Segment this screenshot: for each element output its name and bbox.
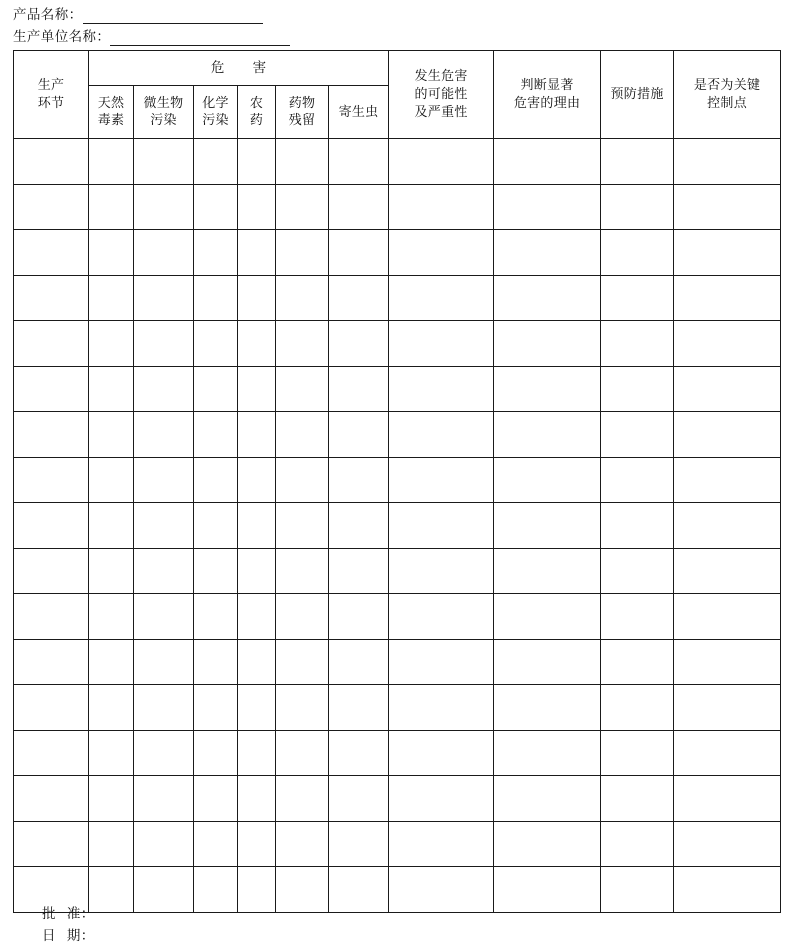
table-cell[interactable] xyxy=(674,594,781,640)
table-cell[interactable] xyxy=(601,867,674,913)
table-cell[interactable] xyxy=(194,594,238,640)
column-header-pesticide xyxy=(238,86,276,139)
table-cell[interactable] xyxy=(494,139,601,185)
form-header-fields xyxy=(13,3,613,47)
table-cell[interactable] xyxy=(329,776,389,822)
approval-row xyxy=(42,903,95,925)
table-cell[interactable] xyxy=(89,230,134,276)
reason-line2: 危害的理由 xyxy=(513,95,581,111)
table-row xyxy=(14,366,781,412)
table-cell[interactable] xyxy=(194,230,238,276)
table-cell[interactable] xyxy=(89,366,134,412)
table-cell[interactable] xyxy=(134,639,194,685)
table-cell[interactable] xyxy=(194,821,238,867)
table-cell[interactable] xyxy=(194,548,238,594)
table-cell[interactable] xyxy=(601,184,674,230)
table-cell[interactable] xyxy=(89,730,134,776)
table-row xyxy=(14,275,781,321)
table-cell[interactable] xyxy=(134,776,194,822)
likelihood-line1: 发生危害 xyxy=(414,68,468,84)
table-cell[interactable] xyxy=(389,594,494,640)
table-cell[interactable] xyxy=(674,503,781,549)
table-row xyxy=(14,457,781,503)
table-cell[interactable] xyxy=(329,730,389,776)
table-cell[interactable] xyxy=(194,321,238,367)
table-cell[interactable] xyxy=(238,275,276,321)
table-cell[interactable] xyxy=(389,412,494,458)
table-cell[interactable] xyxy=(276,776,329,822)
table-cell[interactable] xyxy=(238,321,276,367)
table-cell[interactable] xyxy=(329,230,389,276)
column-header-critical-control-point xyxy=(674,51,781,139)
table-cell[interactable] xyxy=(134,412,194,458)
approval-label-b: 准： xyxy=(66,906,95,922)
table-cell[interactable] xyxy=(194,776,238,822)
table-cell[interactable] xyxy=(389,366,494,412)
table-row xyxy=(14,230,781,276)
table-cell[interactable] xyxy=(494,503,601,549)
table-cell[interactable] xyxy=(494,776,601,822)
table-cell[interactable] xyxy=(89,776,134,822)
table-cell[interactable] xyxy=(194,139,238,185)
column-header-drug-residue xyxy=(276,86,329,139)
date-row xyxy=(42,925,95,947)
table-cell[interactable] xyxy=(276,366,329,412)
table-cell[interactable] xyxy=(674,867,781,913)
table-cell[interactable] xyxy=(89,594,134,640)
table-cell[interactable] xyxy=(276,685,329,731)
table-cell[interactable] xyxy=(389,139,494,185)
table-cell[interactable] xyxy=(14,139,89,185)
table-cell[interactable] xyxy=(14,821,89,867)
table-cell[interactable] xyxy=(14,730,89,776)
column-header-significance-reason xyxy=(494,51,601,139)
table-cell[interactable] xyxy=(14,457,89,503)
table-cell[interactable] xyxy=(601,275,674,321)
table-cell[interactable] xyxy=(238,457,276,503)
table-cell[interactable] xyxy=(89,685,134,731)
table-cell[interactable] xyxy=(601,548,674,594)
table-cell[interactable] xyxy=(134,139,194,185)
table-cell[interactable] xyxy=(14,548,89,594)
table-cell[interactable] xyxy=(238,639,276,685)
table-cell[interactable] xyxy=(134,867,194,913)
table-cell[interactable] xyxy=(14,412,89,458)
table-cell[interactable] xyxy=(329,639,389,685)
table-cell[interactable] xyxy=(494,230,601,276)
table-cell[interactable] xyxy=(134,730,194,776)
table-cell[interactable] xyxy=(601,776,674,822)
table-cell[interactable] xyxy=(14,230,89,276)
ccp-line2: 控制点 xyxy=(707,95,748,111)
table-cell[interactable] xyxy=(601,685,674,731)
approval-label-a: 批 xyxy=(42,906,56,922)
table-cell[interactable] xyxy=(194,867,238,913)
table-cell[interactable] xyxy=(194,639,238,685)
table-cell[interactable] xyxy=(674,730,781,776)
date-label-a: 日 xyxy=(42,928,56,944)
table-cell[interactable] xyxy=(14,503,89,549)
table-cell[interactable] xyxy=(194,730,238,776)
table-cell[interactable] xyxy=(601,821,674,867)
table-cell[interactable] xyxy=(14,366,89,412)
table-cell[interactable] xyxy=(329,503,389,549)
table-cell[interactable] xyxy=(134,503,194,549)
table-row xyxy=(14,184,781,230)
table-cell[interactable] xyxy=(494,184,601,230)
table-cell[interactable] xyxy=(389,776,494,822)
table-cell[interactable] xyxy=(14,639,89,685)
table-cell[interactable] xyxy=(494,412,601,458)
table-cell[interactable] xyxy=(389,730,494,776)
chemical-line1: 化学 xyxy=(202,96,229,111)
table-cell[interactable] xyxy=(494,730,601,776)
table-cell[interactable] xyxy=(389,230,494,276)
microbial-line1: 微生物 xyxy=(143,96,184,111)
table-cell[interactable] xyxy=(329,457,389,503)
column-header-parasite xyxy=(329,86,389,139)
table-cell[interactable] xyxy=(494,275,601,321)
table-cell[interactable] xyxy=(329,548,389,594)
table-cell[interactable] xyxy=(674,821,781,867)
table-cell[interactable] xyxy=(494,548,601,594)
table-cell[interactable] xyxy=(238,366,276,412)
table-cell[interactable] xyxy=(494,821,601,867)
table-cell[interactable] xyxy=(389,685,494,731)
table-cell[interactable] xyxy=(494,321,601,367)
table-cell[interactable] xyxy=(329,275,389,321)
table-body xyxy=(14,139,781,913)
column-header-preventive-measures xyxy=(601,51,674,139)
table-row xyxy=(14,321,781,367)
table-cell[interactable] xyxy=(14,685,89,731)
producer-name-field-row xyxy=(13,25,613,46)
table-cell[interactable] xyxy=(329,139,389,185)
table-cell[interactable] xyxy=(329,321,389,367)
parasite-line1: 寄生虫 xyxy=(338,104,379,120)
table-cell[interactable] xyxy=(276,639,329,685)
hazard-analysis-table xyxy=(13,50,781,913)
producer-name-input[interactable] xyxy=(110,30,290,46)
table-cell[interactable] xyxy=(601,230,674,276)
table-cell[interactable] xyxy=(89,275,134,321)
table-cell[interactable] xyxy=(674,275,781,321)
table-cell[interactable] xyxy=(134,275,194,321)
table-cell[interactable] xyxy=(276,457,329,503)
table-cell[interactable] xyxy=(14,594,89,640)
ccp-line1: 是否为关键 xyxy=(693,77,761,93)
table-cell[interactable] xyxy=(194,685,238,731)
table-cell[interactable] xyxy=(238,730,276,776)
product-name-label: 产品名称： xyxy=(13,7,83,23)
table-cell[interactable] xyxy=(238,776,276,822)
table-cell[interactable] xyxy=(601,457,674,503)
table-cell[interactable] xyxy=(389,867,494,913)
pesticide-line2: 药 xyxy=(249,113,264,128)
table-cell[interactable] xyxy=(674,184,781,230)
table-cell[interactable] xyxy=(674,639,781,685)
table-header xyxy=(14,51,781,139)
table-cell[interactable] xyxy=(276,503,329,549)
date-label-b: 期： xyxy=(66,928,95,944)
table-cell[interactable] xyxy=(89,639,134,685)
column-header-microbial-contamination xyxy=(134,86,194,139)
table-cell[interactable] xyxy=(601,412,674,458)
table-cell[interactable] xyxy=(89,412,134,458)
table-cell[interactable] xyxy=(276,230,329,276)
table-cell[interactable] xyxy=(329,867,389,913)
table-cell[interactable] xyxy=(601,639,674,685)
table-cell[interactable] xyxy=(389,821,494,867)
table-cell[interactable] xyxy=(89,184,134,230)
table-cell[interactable] xyxy=(134,457,194,503)
product-name-input[interactable] xyxy=(83,8,263,24)
table-row xyxy=(14,685,781,731)
table-cell[interactable] xyxy=(389,184,494,230)
table-cell[interactable] xyxy=(276,139,329,185)
table-cell[interactable] xyxy=(494,366,601,412)
pesticide-line1: 农 xyxy=(249,96,264,111)
producer-name-label: 生产单位名称： xyxy=(13,29,111,45)
table-row xyxy=(14,594,781,640)
table-row xyxy=(14,503,781,549)
likelihood-line3: 及严重性 xyxy=(414,104,468,120)
table-cell[interactable] xyxy=(674,366,781,412)
table-cell[interactable] xyxy=(329,412,389,458)
column-header-hazard-group: 危 害 xyxy=(89,51,389,86)
table-cell[interactable] xyxy=(238,548,276,594)
table-cell[interactable] xyxy=(276,867,329,913)
table-cell[interactable] xyxy=(601,321,674,367)
chemical-line2: 污染 xyxy=(202,113,229,128)
table-cell[interactable] xyxy=(276,548,329,594)
table-row xyxy=(14,548,781,594)
table-cell[interactable] xyxy=(238,412,276,458)
table-cell[interactable] xyxy=(329,594,389,640)
table-cell[interactable] xyxy=(389,639,494,685)
natural-toxin-line2: 毒素 xyxy=(97,113,125,128)
table-cell[interactable] xyxy=(601,366,674,412)
table-cell[interactable] xyxy=(601,139,674,185)
table-cell[interactable] xyxy=(134,594,194,640)
table-cell[interactable] xyxy=(674,139,781,185)
reason-line1: 判断显著 xyxy=(520,77,574,93)
table-cell[interactable] xyxy=(194,275,238,321)
table-header-row-1 xyxy=(14,51,781,86)
table-cell[interactable] xyxy=(89,321,134,367)
table-cell[interactable] xyxy=(134,548,194,594)
natural-toxin-line1: 天然 xyxy=(97,96,125,111)
table-cell[interactable] xyxy=(601,730,674,776)
table-cell[interactable] xyxy=(134,184,194,230)
table-cell[interactable] xyxy=(389,503,494,549)
table-cell[interactable] xyxy=(494,867,601,913)
table-cell[interactable] xyxy=(89,503,134,549)
table-cell[interactable] xyxy=(601,503,674,549)
table-cell[interactable] xyxy=(494,457,601,503)
table-cell[interactable] xyxy=(194,457,238,503)
table-cell[interactable] xyxy=(89,821,134,867)
table-cell[interactable] xyxy=(238,594,276,640)
table-cell[interactable] xyxy=(134,821,194,867)
table-cell[interactable] xyxy=(276,730,329,776)
microbial-line2: 污染 xyxy=(150,113,177,128)
table-row xyxy=(14,776,781,822)
table-cell[interactable] xyxy=(14,321,89,367)
table-cell[interactable] xyxy=(194,412,238,458)
column-header-production-stage xyxy=(14,51,89,139)
table-cell[interactable] xyxy=(276,594,329,640)
table-row xyxy=(14,139,781,185)
table-cell[interactable] xyxy=(601,594,674,640)
table-cell[interactable] xyxy=(238,139,276,185)
table-cell[interactable] xyxy=(238,184,276,230)
table-cell[interactable] xyxy=(674,685,781,731)
table-cell[interactable] xyxy=(194,184,238,230)
drug-residue-line1: 药物 xyxy=(288,96,316,111)
table-row xyxy=(14,412,781,458)
production-stage-line1: 生产 xyxy=(37,77,65,93)
table-cell[interactable] xyxy=(389,548,494,594)
table-cell[interactable] xyxy=(14,275,89,321)
table-cell[interactable] xyxy=(494,685,601,731)
table-cell[interactable] xyxy=(674,457,781,503)
table-cell[interactable] xyxy=(14,184,89,230)
prevention-line1: 预防措施 xyxy=(610,86,664,102)
likelihood-line2: 的可能性 xyxy=(414,86,468,102)
drug-residue-line2: 残留 xyxy=(288,113,316,128)
table-cell[interactable] xyxy=(389,457,494,503)
table-row xyxy=(14,730,781,776)
table-cell[interactable] xyxy=(14,776,89,822)
table-row xyxy=(14,867,781,913)
production-stage-line2: 环节 xyxy=(37,95,65,111)
table-cell[interactable] xyxy=(238,503,276,549)
table-cell[interactable] xyxy=(329,184,389,230)
table-cell[interactable] xyxy=(89,548,134,594)
table-cell[interactable] xyxy=(329,821,389,867)
table-cell[interactable] xyxy=(329,685,389,731)
table-cell[interactable] xyxy=(238,821,276,867)
product-name-field-row xyxy=(13,3,613,24)
table-cell[interactable] xyxy=(674,776,781,822)
table-cell[interactable] xyxy=(674,321,781,367)
table-cell[interactable] xyxy=(674,548,781,594)
table-cell[interactable] xyxy=(194,503,238,549)
table-row xyxy=(14,821,781,867)
table-cell[interactable] xyxy=(329,366,389,412)
column-header-natural-toxin xyxy=(89,86,134,139)
table-cell[interactable] xyxy=(674,230,781,276)
table-cell[interactable] xyxy=(134,321,194,367)
table-cell[interactable] xyxy=(89,457,134,503)
table-cell[interactable] xyxy=(134,366,194,412)
table-cell[interactable] xyxy=(194,366,238,412)
table-cell[interactable] xyxy=(89,867,134,913)
table-cell[interactable] xyxy=(389,275,494,321)
table-cell[interactable] xyxy=(89,139,134,185)
table-cell[interactable] xyxy=(674,412,781,458)
form-footer xyxy=(42,903,95,947)
table-cell[interactable] xyxy=(276,184,329,230)
table-cell[interactable] xyxy=(389,321,494,367)
table-row xyxy=(14,639,781,685)
table-cell[interactable] xyxy=(276,412,329,458)
table-cell[interactable] xyxy=(494,594,601,640)
table-cell[interactable] xyxy=(276,321,329,367)
table-cell[interactable] xyxy=(276,275,329,321)
table-cell[interactable] xyxy=(276,821,329,867)
table-cell[interactable] xyxy=(494,639,601,685)
table-cell[interactable] xyxy=(134,685,194,731)
column-header-chemical-contamination xyxy=(194,86,238,139)
table-cell[interactable] xyxy=(238,685,276,731)
table-cell[interactable] xyxy=(134,230,194,276)
table-cell[interactable] xyxy=(238,230,276,276)
column-header-likelihood-severity xyxy=(389,51,494,139)
table-cell[interactable] xyxy=(238,867,276,913)
